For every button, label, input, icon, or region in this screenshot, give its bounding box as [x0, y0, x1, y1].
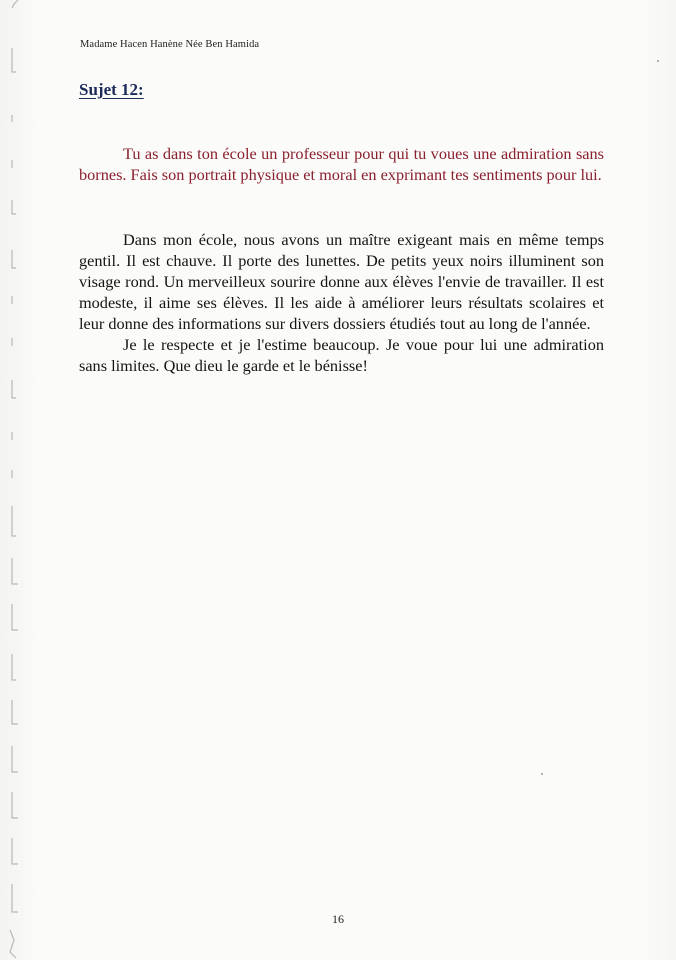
answer-paragraph: Je le respecte et je l'estime beaucoup. Je voue pour lui une admiration sans limites. Que dieu le garde et le bénisse! — [79, 335, 604, 375]
scan-speck — [657, 60, 659, 62]
scan-speck — [541, 773, 543, 775]
answer-text — [79, 229, 604, 376]
answer-paragraph: Dans mon école, nous avons un maître exigeant mais en même temps gentil. Il est chauve. Il porte des lunettes. De petits yeux noirs illuminent son visage rond. Un merveilleux sourire donne aux élèves l'envie de travailler. Il est modeste, il aime ses élèves. Il les aide à améliorer leurs résultats scolaires et leur donne des informations sur divers dossiers étudiés tout au long de l'année. — [79, 230, 604, 333]
page-number: 16 — [332, 912, 344, 926]
binding-marks — [0, 0, 30, 960]
subject-title: Sujet 12: — [79, 80, 144, 99]
subject-prompt: Tu as dans ton école un professeur pour qui tu voues une admiration sans bornes. Fais son portrait physique et moral en exprimant tes sentiments pour lui. — [79, 144, 604, 184]
author-header: Madame Hacen Hanène Née Ben Hamida — [80, 39, 260, 50]
